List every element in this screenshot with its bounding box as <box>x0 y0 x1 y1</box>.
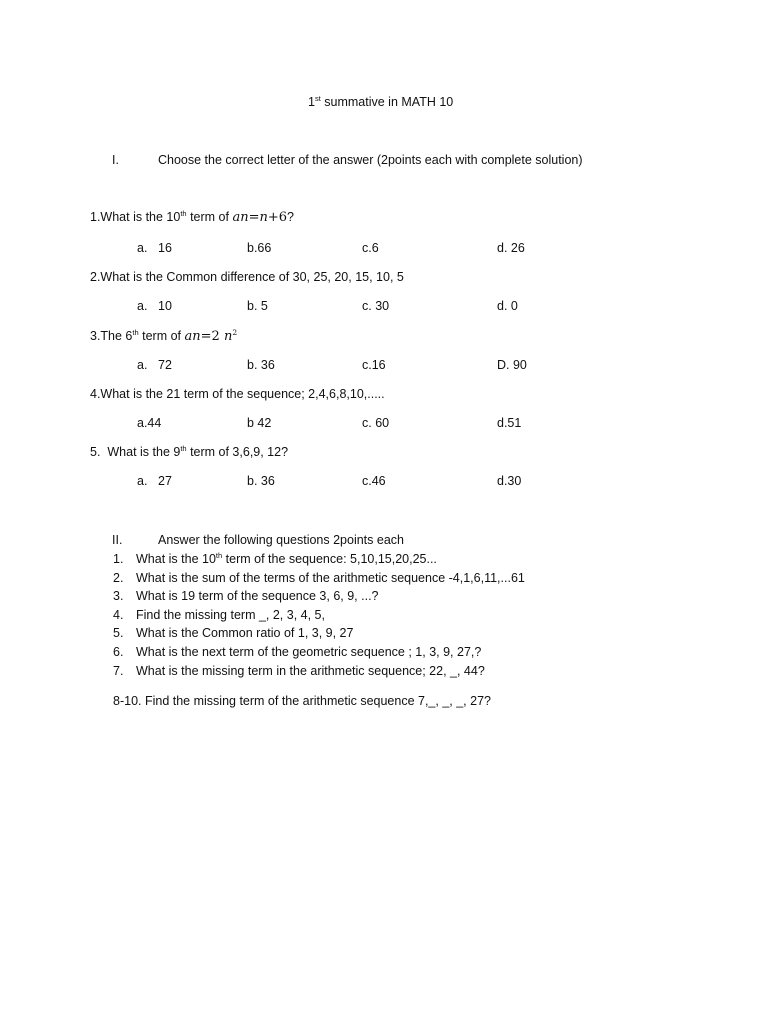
formula-an-2n-squared: an=2 $n^2$ <box>184 328 238 344</box>
option-d: d. 26 <box>497 241 525 255</box>
option-a-letter: a. <box>137 358 148 372</box>
option-d: d.51 <box>497 416 522 430</box>
question-2-options <box>0 299 768 315</box>
option-a: a.44 <box>137 416 162 430</box>
question-1-options <box>0 241 768 257</box>
list-item: 2. What is the sum of the terms of the arithmetic sequence -4,1,6,11,...61 <box>113 571 525 585</box>
formula-an-n-plus-6: an=n+6 <box>232 210 288 225</box>
question-3: 3.The 6th term of an=2 $n^2$ <box>90 328 238 344</box>
option-a-letter: a. <box>137 299 148 313</box>
option-c: c. 60 <box>362 416 390 430</box>
option-b: b 42 <box>247 416 272 430</box>
section-1-instruction: Choose the correct letter of the answer (2points each with complete solution) <box>158 153 583 167</box>
question-5-options <box>0 474 768 490</box>
option-a-value: 27 <box>158 474 172 488</box>
list-item: 1. What is the 10th term of the sequence: 5,10,15,20,25... <box>113 551 437 566</box>
option-d: d. 0 <box>497 299 518 313</box>
option-b: b. 36 <box>247 474 275 488</box>
question-5: 5. What is the 9th term of 3,6,9, 12? <box>90 444 289 459</box>
option-a-letter: a. <box>137 241 148 255</box>
page-title: 1st summative in MATH 10 <box>308 94 454 109</box>
option-b: b. 36 <box>247 358 275 372</box>
option-b: b. 5 <box>247 299 268 313</box>
option-a-value: 72 <box>158 358 172 372</box>
option-c: c. 30 <box>362 299 390 313</box>
question-3-options <box>0 358 768 374</box>
option-a-letter: a. <box>137 474 148 488</box>
section-1-numeral: I. <box>112 153 119 167</box>
question-4-options <box>0 416 768 432</box>
option-c: c.16 <box>362 358 386 372</box>
list-item: 4. Find the missing term _, 2, 3, 4, 5, <box>113 608 325 622</box>
list-item: 7. What is the missing term in the arithmetic sequence; 22, _, 44? <box>113 664 485 678</box>
list-item: 3. What is 19 term of the sequence 3, 6, 9, ...? <box>113 589 379 603</box>
question-4: 4.What is the 21 term of the sequence; 2,4,6,8,10,..... <box>90 387 385 401</box>
final-question: 8-10. Find the missing term of the arithmetic sequence 7,_, _, _, 27? <box>113 694 491 708</box>
list-item: 6. What is the next term of the geometric sequence ; 1, 3, 9, 27,? <box>113 645 482 659</box>
question-1: 1.What is the 10th term of an=n+6? <box>90 209 294 225</box>
option-d: D. 90 <box>497 358 527 372</box>
option-a-value: 16 <box>158 241 172 255</box>
section-2-numeral: II. <box>112 533 123 547</box>
list-item: 5. What is the Common ratio of 1, 3, 9, 27 <box>113 626 354 640</box>
option-a-value: 10 <box>158 299 172 313</box>
option-b: b.66 <box>247 241 272 255</box>
option-c: c.6 <box>362 241 379 255</box>
option-c: c.46 <box>362 474 386 488</box>
section-2-instruction: Answer the following questions 2points each <box>158 533 404 547</box>
question-2: 2.What is the Common difference of 30, 25, 20, 15, 10, 5 <box>90 270 404 284</box>
option-d: d.30 <box>497 474 522 488</box>
